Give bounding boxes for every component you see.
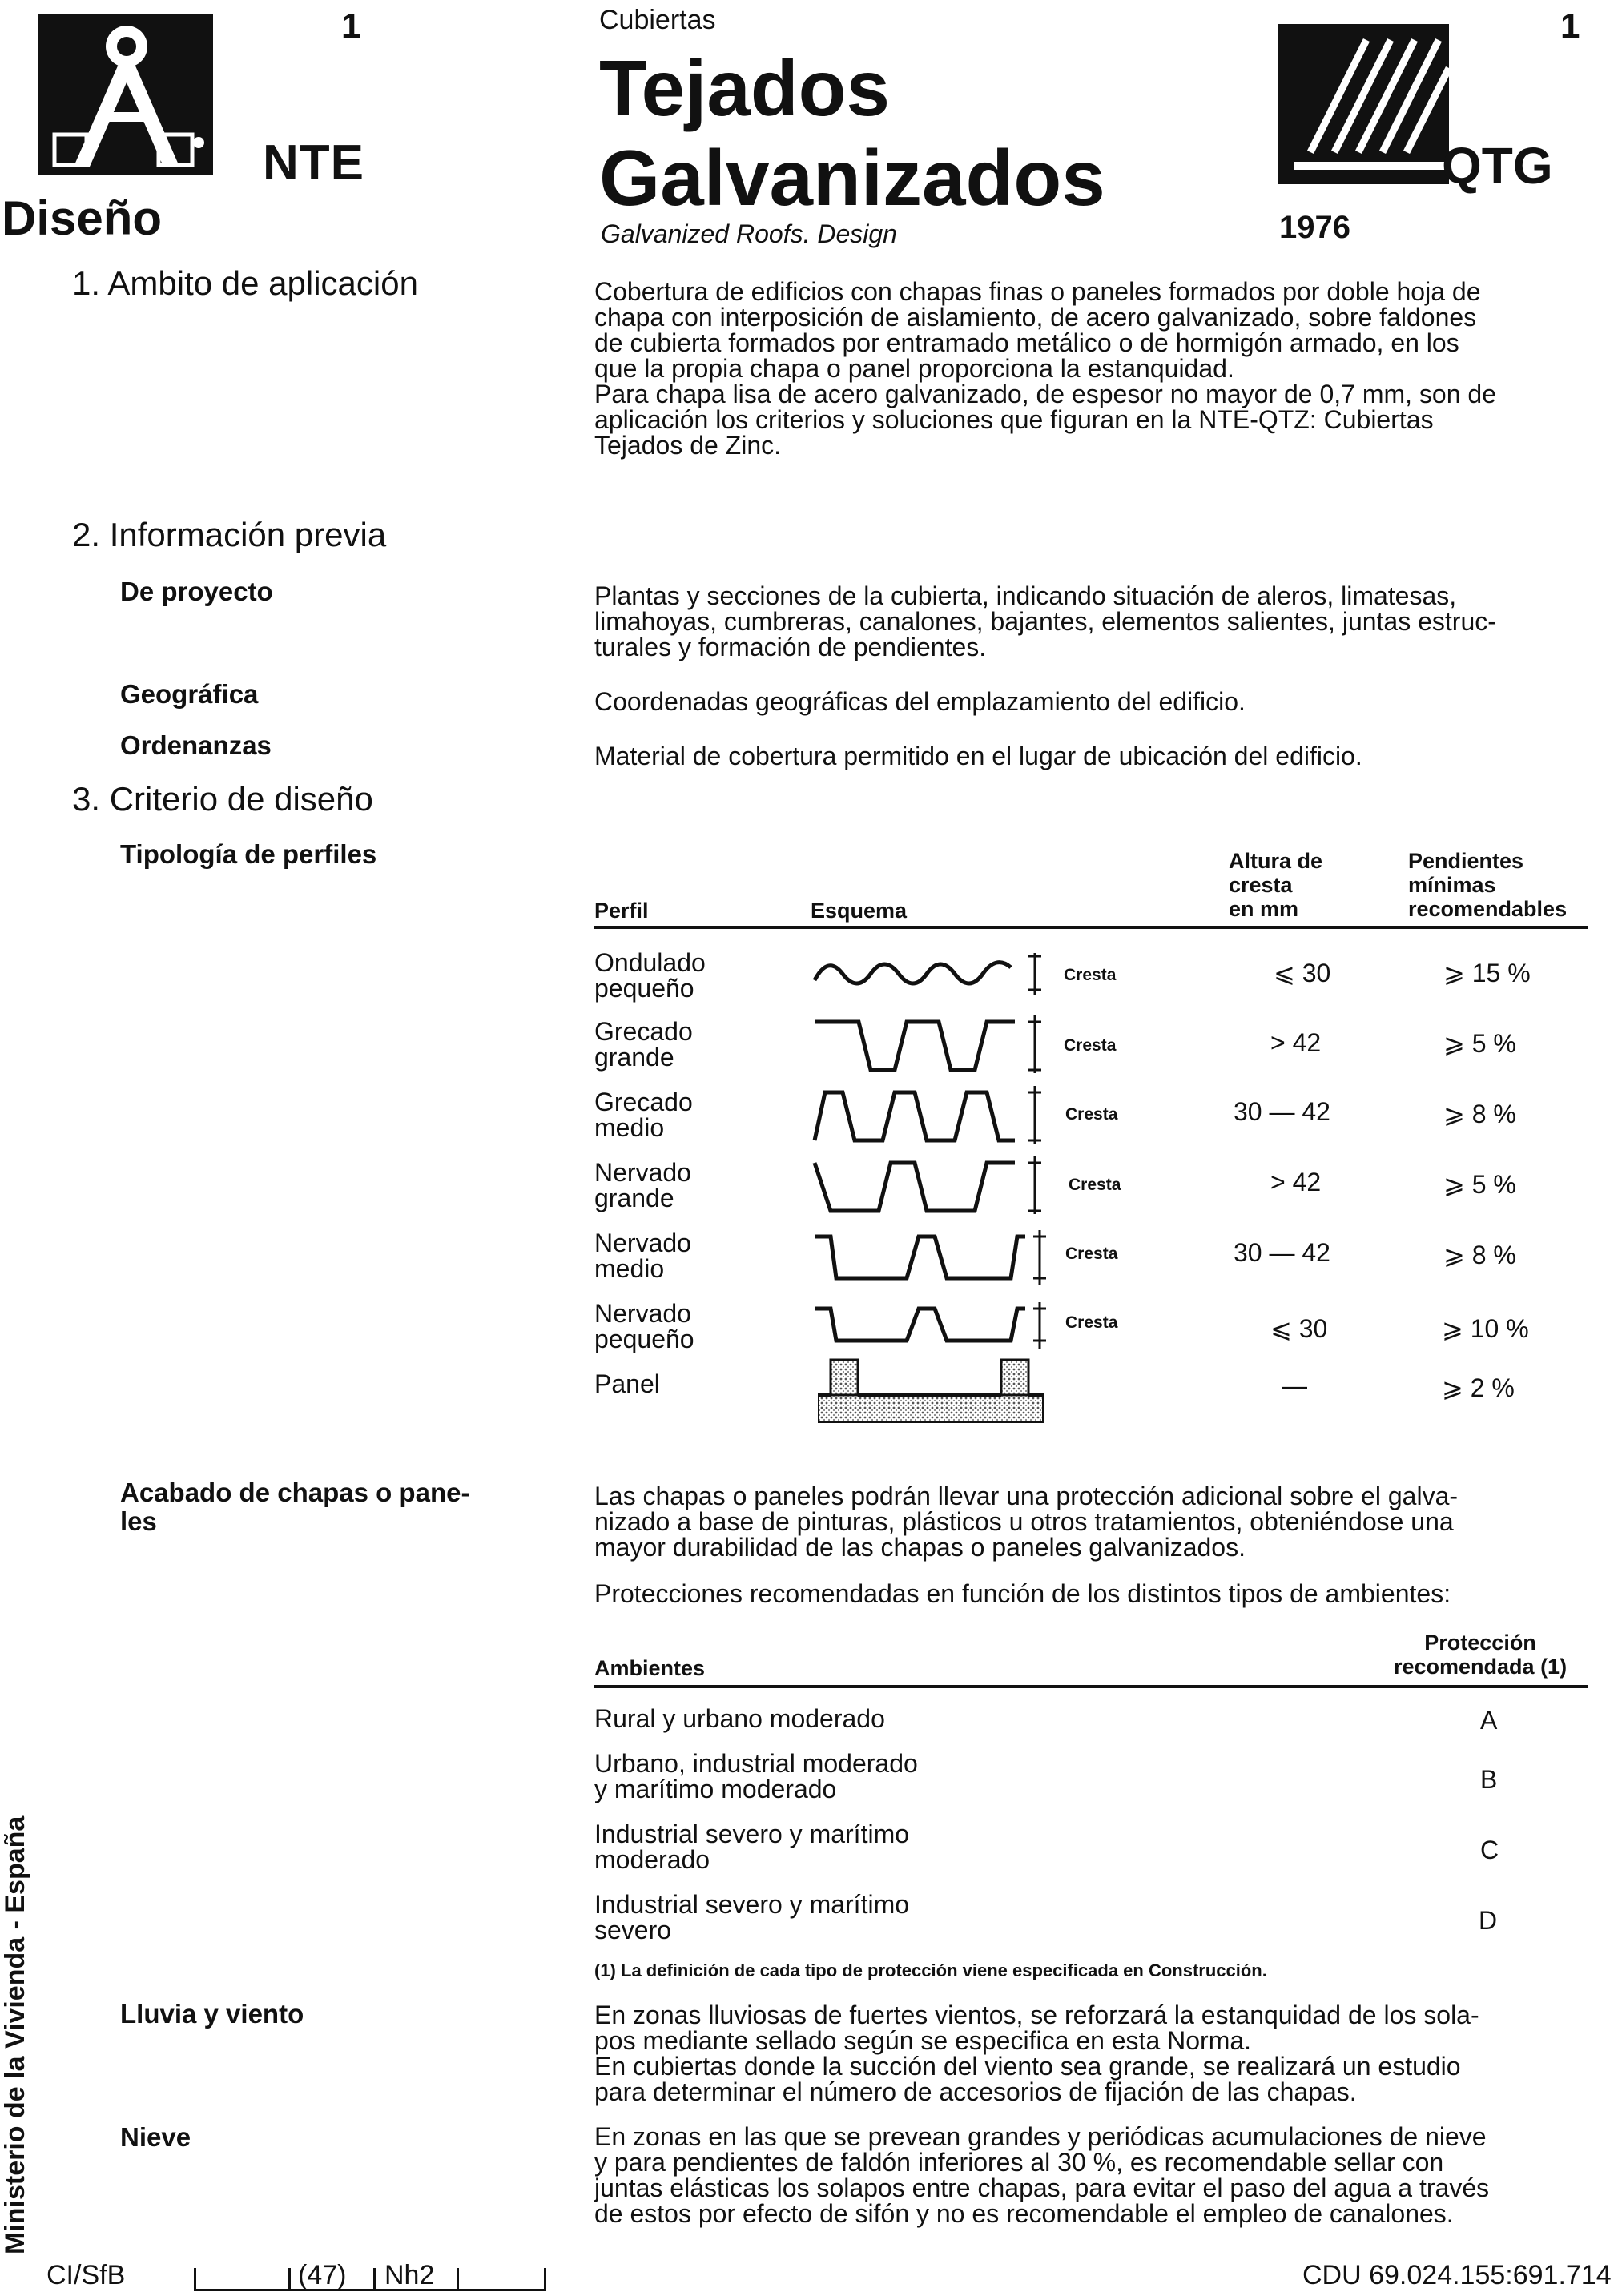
ordenanzas-label: Ordenanzas (120, 730, 272, 760)
header-line: Protección (1424, 1631, 1536, 1655)
col-esquema: Esquema (811, 899, 908, 923)
grecado-medio-schema (811, 1083, 1051, 1147)
proteccion-value: B (1480, 1765, 1498, 1794)
ambiente-name (594, 1751, 918, 1802)
geografica-label: Geográfica (120, 679, 259, 709)
cresta-label: Cresta (1065, 1245, 1118, 1263)
text-line: limahoyas, cumbreras, canalones, bajantes, elementos salientes, juntas estruc- (594, 607, 1496, 636)
nieve-text (594, 2124, 1588, 2226)
profile-name (594, 1089, 693, 1140)
right-page-number: 1 (1560, 6, 1580, 46)
tipologia-label: Tipología de perfiles (120, 839, 377, 869)
name-line: grande (594, 1184, 674, 1212)
box-divider (373, 2268, 376, 2290)
name-line: pequeño (594, 1325, 694, 1353)
box-divider (457, 2268, 459, 2290)
profile-name (594, 950, 706, 1001)
text-line: chapa con interposición de aislamiento, de acero galvanizado, sobre faldones (594, 303, 1477, 332)
acabado-label (120, 1478, 569, 1536)
nieve-label: Nieve (120, 2122, 191, 2152)
cresta-label: Cresta (1064, 1036, 1117, 1055)
text-line: de estos por efecto de sifón y no es recomendable el empleo de canalones. (594, 2199, 1454, 2228)
name-line: moderado (594, 1845, 710, 1874)
section-2-heading: 2. Información previa (72, 516, 387, 553)
panel-schema (811, 1353, 1051, 1425)
year: 1976 (1279, 210, 1350, 245)
cdu-code: CDU 69.024.155:691.714 (1302, 2260, 1612, 2290)
profile-name (594, 1230, 691, 1281)
box-divider (544, 2268, 546, 2290)
text-line: pos mediante sellado según se especifica en esta Norma. (594, 2026, 1252, 2055)
acabado-text (594, 1483, 1588, 1560)
left-page-number: 1 (341, 6, 361, 46)
geografica-text: Coordenadas geográficas del emplazamiento del edificio. (594, 687, 1246, 716)
pendiente-value: ⩾ 5 % (1443, 1029, 1516, 1058)
altura-value: 30 — 42 (1234, 1097, 1330, 1126)
ambiente-name (594, 1892, 909, 1943)
name-line: medio (594, 1254, 665, 1283)
text-line: Cobertura de edificios con chapas finas o paneles formados por doble hoja de (594, 277, 1481, 306)
name-line: grande (594, 1043, 674, 1072)
col-ambientes: Ambientes (594, 1656, 706, 1680)
text-line: En zonas lluviosas de fuertes vientos, se reforzará la estanquidad de los sola- (594, 2000, 1479, 2029)
label-line: Acabado de chapas o pane- (120, 1478, 470, 1507)
text-line: juntas elásticas los solapos entre chapas, para evitar el paso del agua a través (594, 2173, 1490, 2202)
ambiente-name: Rural y urbano moderado (594, 1704, 885, 1733)
profile-name (594, 1160, 691, 1211)
header-line: en mm (1229, 897, 1299, 921)
nervado-grande-schema (811, 1153, 1051, 1217)
pendiente-value: ⩾ 10 % (1442, 1314, 1529, 1343)
text-line: y para pendientes de faldón inferiores al 30 %, es recomendable sellar con (594, 2148, 1444, 2177)
lluvia-text (594, 2002, 1588, 2105)
col-altura (1229, 849, 1322, 921)
name-line: Industrial severo y marítimo (594, 1820, 910, 1848)
altura-value: ⩽ 30 (1274, 959, 1331, 987)
nte-compass-logo (38, 14, 213, 175)
cresta-label: Cresta (1065, 1105, 1118, 1124)
nervado-medio-schema (811, 1227, 1051, 1288)
altura-value: ⩽ 30 (1270, 1314, 1328, 1343)
proyecto-label: De proyecto (120, 577, 273, 606)
name-line: medio (594, 1113, 665, 1142)
profile-name: Panel (594, 1369, 660, 1398)
altura-value: > 42 (1270, 1168, 1322, 1196)
text-line: En cubiertas donde la succión del viento sea grande, se realizará un estudio (594, 2052, 1461, 2081)
subtitle: Galvanized Roofs. Design (601, 219, 897, 248)
table-rule (594, 926, 1588, 929)
header-line: Altura de (1229, 849, 1323, 873)
proteccion-value: C (1480, 1836, 1499, 1864)
pendiente-value: ⩾ 8 % (1443, 1100, 1516, 1128)
header-line: mínimas (1408, 873, 1496, 897)
cresta-label: Cresta (1065, 1313, 1118, 1332)
text-line: nizado a base de pinturas, plásticos u otros tratamientos, obteniéndose una (594, 1507, 1454, 1536)
kicker: Cubiertas (599, 5, 716, 35)
nervado-pequeno-schema (811, 1299, 1051, 1355)
proyecto-text (594, 583, 1588, 660)
ambiente-name (594, 1821, 909, 1872)
text-line: En zonas en las que se prevean grandes y periódicas acumulaciones de nieve (594, 2122, 1487, 2151)
qtg-code: QTG (1442, 137, 1553, 195)
proteccion-value: D (1479, 1906, 1498, 1935)
pendiente-value: ⩾ 15 % (1443, 959, 1531, 987)
text-line: de cubierta formados por entramado metálico o de hormigón armado, en los (594, 328, 1459, 357)
name-line: Nervado (594, 1158, 691, 1187)
box-divider (288, 2268, 291, 2290)
profile-name (594, 1019, 693, 1070)
text-line: que la propia chapa o panel proporciona la estanquidad. (594, 354, 1234, 383)
pendiente-value: ⩾ 8 % (1443, 1240, 1516, 1269)
name-line: Grecado (594, 1088, 693, 1116)
protecciones-intro: Protecciones recomendadas en función de los distintos tipos de ambientes: (594, 1579, 1451, 1608)
text-line: Para chapa lisa de acero galvanizado, de espesor no mayor de 0,7 mm, son de (594, 380, 1496, 408)
name-line: y marítimo moderado (594, 1775, 837, 1803)
proteccion-value: A (1480, 1706, 1498, 1735)
text-line: Tejados de Zinc. (594, 431, 782, 460)
qtg-roof-logo (1278, 24, 1449, 184)
section-1-heading: 1. Ambito de aplicación (72, 264, 418, 302)
title-line: Tejados (599, 44, 891, 132)
name-line: Urbano, industrial moderado (594, 1749, 918, 1778)
cresta-label: Cresta (1064, 966, 1117, 984)
pendiente-value: ⩾ 2 % (1442, 1373, 1515, 1402)
ondulado-pequeno-schema (811, 950, 1051, 998)
cisfb-boxes (194, 2260, 546, 2291)
altura-value: > 42 (1270, 1028, 1322, 1057)
name-line: Nervado (594, 1228, 691, 1257)
grecado-grande-schema (811, 1012, 1051, 1076)
name-line: severo (594, 1916, 672, 1944)
header-line: Pendientes (1408, 849, 1524, 873)
section-1-text (594, 279, 1588, 458)
ministry-vertical-label: Ministerio de la Vivienda - España (0, 1815, 30, 2254)
page-title (599, 43, 1105, 223)
pendiente-value: ⩾ 5 % (1443, 1170, 1516, 1199)
section-label: Diseño (2, 191, 163, 245)
name-line: Nervado (594, 1299, 691, 1328)
text-line: turales y formación de pendientes. (594, 633, 987, 661)
cisfb-box-3: Nh2 (384, 2260, 435, 2290)
section-3-heading: 3. Criterio de diseño (72, 780, 373, 818)
cresta-label: Cresta (1069, 1176, 1121, 1194)
header-line: cresta (1229, 873, 1293, 897)
col-perfil: Perfil (594, 899, 649, 923)
name-line: Grecado (594, 1017, 693, 1046)
footnote: (1) La definición de cada tipo de protección viene especificada en Construcción. (594, 1960, 1267, 1980)
ordenanzas-text: Material de cobertura permitido en el lugar de ubicación del edificio. (594, 742, 1362, 770)
name-line: pequeño (594, 974, 694, 1003)
table-rule (594, 1685, 1588, 1688)
header-line: recomendada (1) (1394, 1655, 1568, 1679)
text-line: Plantas y secciones de la cubierta, indicando situación de aleros, limatesas, (594, 581, 1457, 610)
altura-value: — (1282, 1371, 1307, 1400)
cisfb-label: CI/SfB (46, 2260, 126, 2290)
profile-name (594, 1301, 694, 1352)
col-proteccion (1394, 1631, 1567, 1679)
box-divider (194, 2268, 196, 2290)
name-line: Industrial severo y marítimo (594, 1890, 910, 1919)
title-line: Galvanizados (599, 134, 1105, 222)
nte-label: NTE (263, 135, 364, 191)
text-line: Las chapas o paneles podrán llevar una protección adicional sobre el galva- (594, 1482, 1459, 1510)
text-line: mayor durabilidad de las chapas o paneles galvanizados. (594, 1533, 1246, 1562)
text-line: para determinar el número de accesorios de fijación de las chapas. (594, 2077, 1357, 2106)
name-line: Ondulado (594, 948, 706, 977)
col-pendientes (1408, 849, 1567, 921)
label-line: les (120, 1506, 157, 1536)
cisfb-box-2: (47) (298, 2260, 347, 2290)
altura-value: 30 — 42 (1234, 1238, 1330, 1267)
header-line: recomendables (1408, 897, 1568, 921)
lluvia-label: Lluvia y viento (120, 1999, 304, 2029)
text-line: aplicación los criterios y soluciones que figuran en la NTE-QTZ: Cubiertas (594, 405, 1434, 434)
